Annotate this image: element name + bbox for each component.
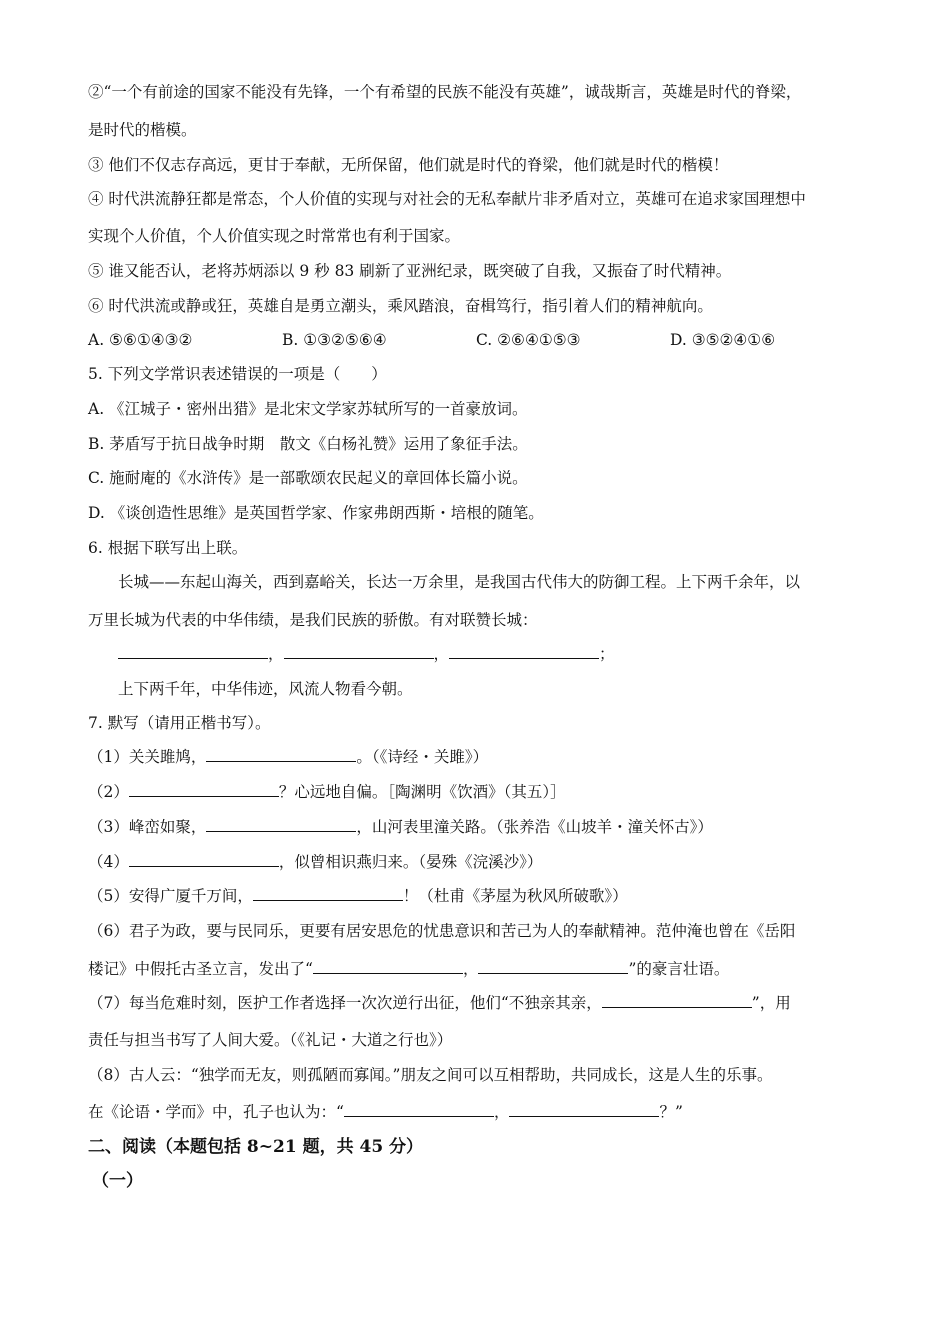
q5-option-c: C. 施耐庵的《水浒传》是一部歌颂农民起义的章回体长篇小说。	[88, 469, 528, 487]
q4-sentence-4-line1: ④ 时代洪流静狂都是常态，个人价值的实现与对社会的无私奉献片非矛盾对立，英雄可在追求家国理想中	[88, 190, 806, 208]
q7-item-6-blank-2[interactable]	[478, 959, 628, 974]
q4-sentence-5: ⑤ 谁又能否认，老将苏炳添以 9 秒 83 刷新了亚洲纪录，既突破了自我，又振奋了时代精神。	[88, 262, 732, 280]
q7-item-7-line2: 责任与担当书写了人间大爱。（《礼记・大道之行也》）	[88, 1031, 453, 1049]
q7-item-6-sep: ，	[462, 960, 479, 978]
q7-item-3-prefix: （3）峰峦如聚，	[88, 818, 207, 836]
q6-sep-1: ，	[268, 645, 284, 663]
q6-sep-3: ；	[599, 645, 615, 663]
q4-sentence-2-line1: ②“一个有前途的国家不能没有先锋，一个有希望的民族不能没有英雄”，诚哉斯言，英雄是时代的脊梁，	[88, 83, 802, 101]
q7-item-8-line1: （8）古人云：“独学而无友，则孤陋而寡闻。”朋友之间可以互相帮助，共同成长，这是人生的乐事。	[88, 1066, 773, 1084]
q7-stem: 7. 默写（请用正楷书写）。	[88, 714, 271, 732]
q6-sep-2: ，	[433, 645, 450, 663]
q7-item-2-prefix: （2）	[88, 783, 129, 801]
q4-sentence-6: ⑥ 时代洪流或静或狂，英雄自是勇立潮头，乘风踏浪，奋楫笃行，指引着人们的精神航向。	[88, 297, 713, 315]
q7-item-7-blank[interactable]	[602, 993, 752, 1008]
q7-item-7-prefix: （7）每当危难时刻，医护工作者选择一次次逆行出征，他们“不独亲其亲，	[88, 994, 602, 1012]
q7-item-8-blank-2[interactable]	[509, 1102, 659, 1117]
q4-sentence-2-line2: 是时代的楷模。	[88, 121, 197, 139]
q7-item-5-prefix: （5）安得广厦千万间，	[88, 887, 253, 905]
q7-item-6-blank-1[interactable]	[313, 959, 463, 974]
q5-stem: 5. 下列文学常识表述错误的一项是（ ）	[88, 365, 387, 383]
q4-sentence-4-line2: 实现个人价值，个人价值实现之时常常也有利于国家。	[88, 227, 461, 245]
q7-item-1	[88, 747, 488, 767]
q5-option-b: B. 茅盾写于抗日战争时期 散文《白杨礼赞》运用了象征手法。	[88, 435, 528, 453]
q7-item-8-line2	[88, 1102, 683, 1122]
q7-item-8-suffix: ？”	[659, 1103, 683, 1121]
q7-item-5-blank[interactable]	[253, 886, 403, 901]
q7-item-1-suffix: 。（《诗经・关雎》）	[356, 748, 489, 766]
q4-option-d: D. ③⑤②④①⑥	[670, 331, 776, 349]
q7-item-6-line2	[88, 959, 729, 979]
q7-item-1-blank[interactable]	[206, 747, 356, 762]
q6-paragraph-line2: 万里长城为代表的中华伟绩，是我们民族的骄傲。有对联赞长城：	[88, 611, 538, 629]
q5-option-a: A. 《江城子・密州出猎》是北宋文学家苏轼所写的一首豪放词。	[88, 400, 528, 418]
q7-item-8-blank-1[interactable]	[344, 1102, 494, 1117]
q6-lower-couplet: 上下两千年，中华伟迹，风流人物看今朝。	[118, 680, 413, 698]
q6-blank-2[interactable]	[284, 644, 434, 659]
q7-item-2-suffix: ？心远地自偏。［陶渊明《饮酒》（其五）］	[278, 783, 566, 801]
q7-item-6-line1: （6）君子为政，要与民同乐，更要有居安思危的忧患意识和苦己为人的奉献精神。范仲淹也曾在《岳阳	[88, 922, 796, 940]
q4-sentence-3: ③ 他们不仅志存高远，更甘于奉献，无所保留，他们就是时代的脊梁，他们就是时代的楷模！	[88, 156, 729, 174]
section-2-heading: 二、阅读（本题包括 8~21 题，共 45 分）	[88, 1137, 424, 1157]
q7-item-7-line1	[88, 993, 791, 1013]
q7-item-2	[88, 782, 566, 802]
q4-option-a: A. ⑤⑥①④③②	[88, 331, 193, 349]
q7-item-4-suffix: ，似曾相识燕归来。（晏殊《浣溪沙》）	[278, 853, 543, 871]
q6-upper-couplet-blanks	[118, 644, 615, 664]
q6-blank-3[interactable]	[449, 644, 599, 659]
q4-option-b: B. ①③②⑤⑥④	[282, 331, 387, 349]
q4-option-c: C. ②⑥④①⑤③	[476, 331, 581, 349]
q7-item-2-blank[interactable]	[129, 782, 279, 797]
q7-item-8-sep: ，	[493, 1103, 510, 1121]
q7-item-1-prefix: （1）关关雎鸠，	[88, 748, 207, 766]
q6-stem: 6. 根据下联写出上联。	[88, 539, 248, 557]
q7-item-6-prefix: 楼记》中假托古圣立言，发出了“	[88, 960, 313, 978]
q7-item-4-prefix: （4）	[88, 853, 129, 871]
q7-item-3	[88, 817, 713, 837]
section-2-subheading: （一）	[92, 1171, 143, 1191]
q7-item-3-suffix: ，山河表里潼关路。（张养浩《山坡羊・潼关怀古》）	[356, 818, 713, 836]
q6-blank-1[interactable]	[118, 644, 268, 659]
q7-item-4-blank[interactable]	[129, 852, 279, 867]
q7-item-5	[88, 886, 628, 906]
q7-item-7-suffix: ”，用	[751, 994, 791, 1012]
q7-item-8-prefix: 在《论语・学而》中，孔子也认为：“	[88, 1103, 344, 1121]
q7-item-5-suffix: ！（杜甫《茅屋为秋风所破歌》）	[402, 887, 628, 905]
q6-paragraph-line1: 长城——东起山海关，西到嘉峪关，长达一万余里，是我国古代伟大的防御工程。上下两千余年，以	[118, 573, 801, 591]
q7-item-6-suffix: ”的豪言壮语。	[628, 960, 730, 978]
q7-item-3-blank[interactable]	[206, 817, 356, 832]
q5-option-d: D. 《谈创造性思维》是英国哲学家、作家弗朗西斯・培根的随笔。	[88, 504, 544, 522]
q7-item-4	[88, 852, 542, 872]
